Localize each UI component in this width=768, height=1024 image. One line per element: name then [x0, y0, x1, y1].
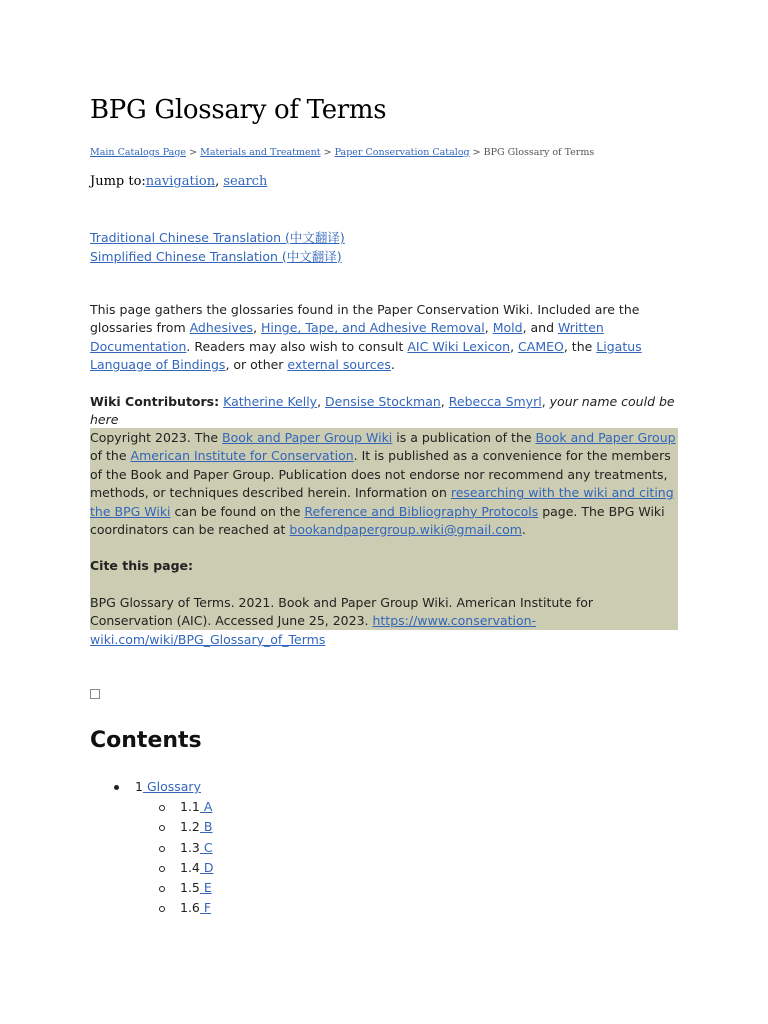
contributors-trailing-note: your name could be here [90, 394, 675, 428]
contents-heading: Contents [90, 728, 202, 753]
toc-number: 1.5 [180, 880, 200, 896]
toc-link-c[interactable] [200, 840, 213, 855]
book-and-paper-group-link[interactable]: Book and Paper Group [535, 430, 676, 445]
mold-link[interactable]: Mold [492, 320, 523, 336]
table-of-contents [90, 777, 214, 918]
jump-to-search-link[interactable]: search [223, 174, 268, 189]
intro-text: , and [522, 320, 558, 336]
toc-label: F [203, 900, 212, 916]
breadcrumb-link-materials-treatment[interactable]: Materials and Treatment [200, 147, 321, 158]
toc-label: B [203, 819, 213, 835]
toc-number: 1.4 [180, 859, 200, 875]
toc-label: E [203, 880, 212, 896]
toc-item [90, 838, 214, 858]
contributors-label: Wiki Contributors: [90, 394, 220, 409]
breadcrumb-separator: > [323, 147, 332, 158]
wiki-contributors [90, 393, 680, 430]
toc-number: 1.6 [180, 900, 200, 916]
toc-item [90, 777, 214, 797]
aic-link[interactable]: American Institute for Conservation [130, 448, 354, 464]
intro-text: , or other [225, 357, 288, 373]
copyright-text: . [521, 522, 526, 538]
toc-item [90, 858, 214, 878]
jump-separator: , [215, 174, 224, 189]
copyright-text: is a publication of the [392, 430, 536, 445]
jump-to-label: Jump to: [90, 174, 146, 189]
intro-text: This page gathers the glossaries found in the Paper Conservation Wiki. Included are the glossaries from [90, 302, 640, 336]
citation-url-link[interactable]: https://www.conservation-wiki.com/wiki/BPG_Glossary_of_Terms [90, 613, 537, 647]
toc-link-d[interactable] [200, 860, 214, 875]
toc-toggle-checkbox[interactable] [90, 689, 100, 699]
breadcrumb [90, 147, 680, 158]
hinge-tape-removal-link[interactable]: Hinge, Tape, and Adhesive Removal [261, 320, 485, 336]
copyright-text: of the [90, 448, 131, 464]
researching-wiki-link[interactable]: researching with the wiki and citing the BPG Wiki [90, 485, 674, 519]
contributors-separator: , [440, 394, 449, 409]
adhesives-link[interactable]: Adhesives [189, 320, 254, 336]
bpg-wiki-link[interactable]: Book and Paper Group Wiki [222, 430, 393, 445]
breadcrumb-separator: > [189, 147, 198, 158]
breadcrumb-separator: > [472, 147, 481, 158]
toc-label: Glossary [146, 779, 201, 794]
copyright-text: . It is published as a convenience for the members of the Book and Paper Group. Publication does not endorse nor recommend any treatments, methods, or techniques described herein. Information on [90, 448, 671, 501]
simplified-chinese-translation-link[interactable]: Simplified Chinese Translation (中文翻译) [90, 248, 342, 264]
citation-text: BPG Glossary of Terms. 2021. Book and Paper Group Wiki. American Institute for Conservation (AIC). Accessed June 25, 2023. [90, 594, 594, 629]
reference-bibliography-protocols-link[interactable]: Reference and Bibliography Protocols [304, 503, 539, 519]
cameo-link[interactable]: CAMEO [518, 338, 564, 354]
toc-link-a[interactable] [200, 799, 213, 814]
toc-number: 1.3 [180, 839, 200, 855]
intro-text: , the [563, 338, 597, 354]
copyright-text: can be found on the [170, 503, 305, 519]
breadcrumb-current: BPG Glossary of Terms [483, 147, 595, 158]
traditional-chinese-translation-link[interactable]: Traditional Chinese Translation (中文翻译) [90, 230, 345, 245]
intro-text: , [484, 320, 493, 336]
ligatus-language-of-bindings-link[interactable]: Ligatus Language of Bindings [90, 338, 642, 373]
intro-paragraph [90, 301, 680, 375]
toc-item [90, 898, 214, 918]
toc-item [90, 878, 214, 898]
jump-to-navigation-link[interactable]: navigation [145, 174, 216, 189]
toc-label: A [203, 799, 213, 815]
contributors-separator: , [317, 394, 326, 409]
toc-number: 1.2 [180, 819, 200, 835]
contributor-link-katherine-kelly[interactable]: Katherine Kelly [223, 394, 318, 409]
toc-link-e[interactable] [200, 880, 212, 895]
toc-label: C [203, 839, 213, 855]
copyright-paragraph [90, 429, 678, 539]
page-title: BPG Glossary of Terms [90, 95, 387, 125]
toc-link-glossary[interactable] [143, 779, 201, 794]
copyright-notice-box [90, 428, 678, 647]
external-sources-link[interactable]: external sources [287, 357, 391, 373]
copyright-text: Copyright 2023. The [90, 430, 223, 445]
contributor-link-rebecca-smyrl[interactable]: Rebecca Smyrl [448, 394, 542, 409]
intro-text: , [510, 338, 519, 354]
cite-this-page-label: Cite this page: [90, 558, 194, 574]
citation-paragraph [90, 594, 678, 649]
breadcrumb-link-paper-conservation-catalog[interactable]: Paper Conservation Catalog [334, 147, 470, 158]
toc-item [90, 817, 214, 837]
toc-number: 1.1 [180, 799, 200, 815]
intro-text: . [390, 357, 395, 373]
written-documentation-link[interactable]: Written Documentation [90, 320, 604, 354]
breadcrumb-link-main-catalogs[interactable]: Main Catalogs Page [90, 147, 187, 158]
intro-text: , [253, 320, 262, 336]
toc-label: D [203, 859, 214, 875]
intro-text: . Readers may also wish to consult [186, 338, 408, 354]
translation-links [90, 229, 680, 266]
toc-link-f[interactable] [200, 900, 211, 915]
aic-wiki-lexicon-link[interactable]: AIC Wiki Lexicon [407, 338, 511, 354]
toc-number: 1 [135, 779, 143, 794]
toc-item [90, 797, 214, 817]
contributors-separator: , [541, 394, 550, 409]
toc-link-b[interactable] [200, 819, 213, 834]
copyright-text: page. The BPG Wiki coordinators can be reached at [90, 503, 665, 538]
contributor-link-densise-stockman[interactable]: Densise Stockman [325, 394, 441, 409]
jump-to-links [90, 174, 680, 189]
coordinator-email-link[interactable]: bookandpapergroup.wiki@gmail.com [289, 522, 522, 538]
